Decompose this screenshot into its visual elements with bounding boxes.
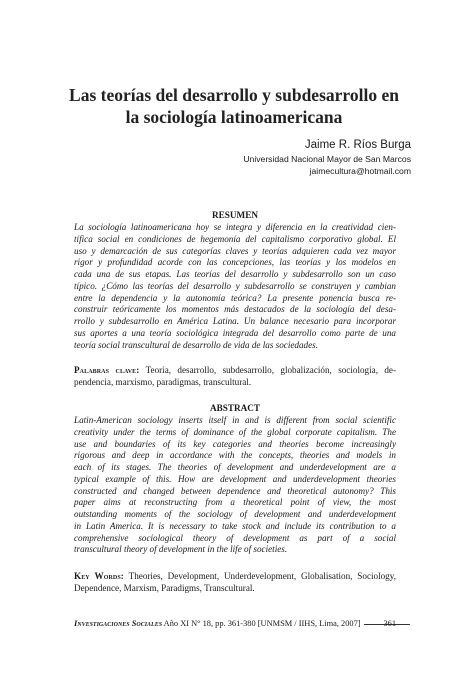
paper-title	[40, 84, 428, 128]
author-email: jaimecultura@hotmail.com	[309, 166, 411, 176]
author-affiliation: Universidad Nacional Mayor de San Marcos	[243, 154, 411, 164]
title-line-2: la sociología latinoamericana	[125, 107, 343, 127]
resumen-heading: RESUMEN	[212, 210, 258, 220]
author-name: Jaime R. Ríos Burga	[304, 139, 411, 151]
page-number: 361	[383, 619, 396, 628]
page-footer	[74, 617, 396, 631]
resumen-line: teoría social transcultural de desarrollo de vida de las sociedades.	[74, 339, 318, 350]
abstract-line: typical example of this. How are development and underdevelopment theories	[74, 473, 396, 484]
resumen-line: tífica social en condiciones de hegemonía del capitalismo corporativo global. El	[74, 233, 396, 244]
palabras-clave-text: Teoría, desarrollo, subdesarrollo, globalización, sociología, de-	[139, 365, 397, 375]
abstract-line: transcultural theory of development in the life of societies.	[74, 544, 288, 555]
key-words-text: Theories, Development, Underdevelopment, Globalisation, Sociology,	[123, 571, 396, 581]
abstract-line: each of its stages. The theories of development and underdevelopment are a	[74, 462, 396, 472]
abstract-line: creativity under the terms of dominance of the global corporate capitalism. The	[74, 426, 396, 437]
key-words-label: Key Words:	[74, 571, 124, 581]
abstract-line: outstanding moments of the sociology of development and underdevelopment	[74, 509, 396, 519]
author-block	[243, 138, 411, 177]
resumen-line: típico. ¿Cómo las teorías del desarrollo y subdesarrollo se construyen y cambian	[74, 280, 396, 291]
resumen-line: entre la dependencia y la autonomía teórica? La presente ponencia busca re-	[74, 292, 396, 303]
resumen-line: cada una de sus etapas. Las teorías del desarrollo y subdesarrollo son un caso	[74, 269, 396, 279]
abstract-line: rigorous and deep in accordance with the concepts, theories and models in	[74, 450, 396, 461]
abstract-heading: ABSTRACT	[209, 403, 261, 413]
resumen-line: rigor y profundidad acorde con las concepciones, las teorías y los modelos en	[74, 257, 396, 268]
abstract-line: paper aims at reconstructing from a theoretical point of view, the most	[74, 497, 396, 508]
palabras-clave-text: pendencia, marxismo, paradigmas, transcultural.	[74, 376, 252, 387]
abstract-body	[74, 415, 396, 556]
palabras-clave	[74, 365, 396, 389]
citation-info: Año XI N° 18, pp. 361-380 [UNMSM / IIHS, Lima, 2007]	[162, 619, 361, 628]
resumen-body	[74, 222, 396, 351]
abstract-line: comprehensive sociological theory of development as part of a social	[74, 532, 396, 543]
resumen-line: rrollo y subdesarrollo en América Latina. Un balance necesario para incorporar	[74, 316, 396, 326]
abstract-line: use and boundaries of its key categories and theories become increasingly	[74, 438, 396, 449]
resumen-line: La sociología latinoamericana hoy se integra y diferencia en la creatividad cien-	[74, 222, 396, 232]
key-words-text: Dependence, Marxism, Paradigms, Transcultural.	[74, 582, 255, 593]
abstract-line: Latin-American sociology inserts itself in and is different from social scientific	[74, 415, 396, 425]
resumen-line: uso y demarcación de sus categorías claves y teorías adquieren cada vez mayor	[74, 245, 396, 256]
journal-name: Investigaciones Sociales	[74, 619, 163, 628]
resumen-line: sus aportes a una teoría sociológica integrada del desarrollo como parte de una	[74, 327, 396, 338]
abstract-line: in Latin America. It is necessary to take stock and include its contribution to a	[74, 520, 396, 531]
abstract-line: constructed and changed between dependence and theoretical autonomy? This	[74, 485, 396, 496]
resumen-line: construir teóricamente los momentos más destacados de la sociología del desa-	[74, 304, 396, 315]
palabras-clave-label: Palabras clave:	[74, 365, 140, 375]
title-line-1: Las teorías del desarrollo y subdesarrollo en	[69, 85, 399, 105]
key-words	[74, 571, 396, 595]
